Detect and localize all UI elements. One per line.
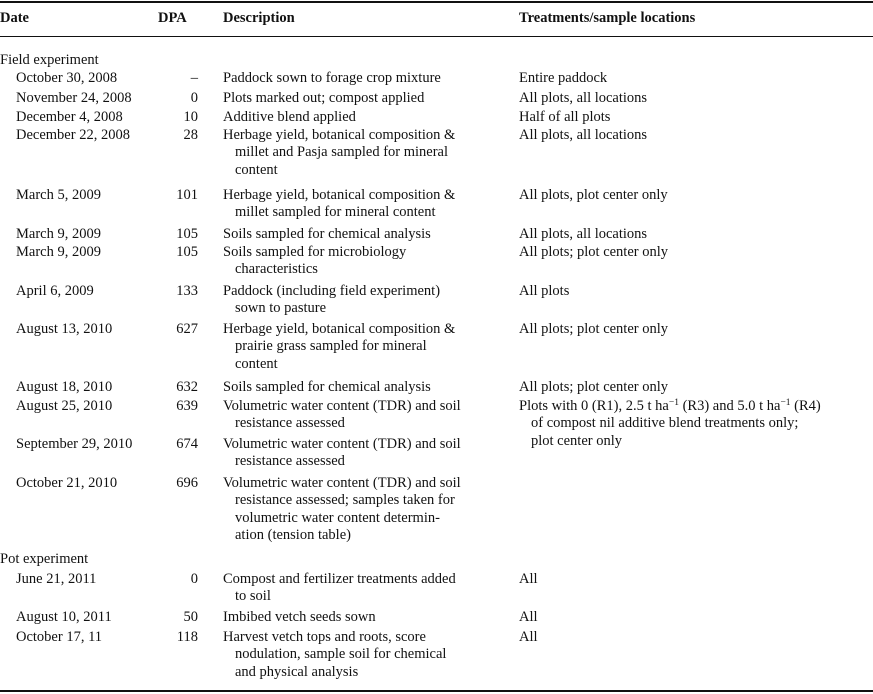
treatment-line: All plots; plot center only — [519, 244, 669, 260]
description-line: characteristics — [235, 261, 318, 278]
cell-description — [223, 90, 513, 107]
cell-description — [223, 187, 513, 222]
cell-description — [223, 127, 513, 179]
section-title: Field experiment — [0, 52, 99, 68]
description-line: Plots marked out; compost applied — [223, 90, 425, 106]
bottom-rule — [0, 690, 873, 692]
cell-dpa: 10 — [183, 109, 198, 125]
treatment-line: All plots, all locations — [519, 127, 648, 143]
description-line: Herbage yield, botanical composition & — [223, 187, 456, 203]
cell-date: August 18, 2010 — [16, 379, 113, 395]
header-treatments: Treatments/sample locations — [519, 10, 696, 26]
description-line: Soils sampled for chemical analysis — [223, 379, 431, 395]
description-line: Volumetric water content (TDR) and soil — [223, 436, 461, 452]
description-line: nodulation, sample soil for chemical — [235, 646, 447, 663]
cell-treatment — [519, 187, 873, 204]
cell-dpa: 674 — [176, 436, 198, 452]
section-title: Pot experiment — [0, 551, 89, 567]
description-line: resistance assessed; samples taken for — [235, 492, 455, 509]
cell-description — [223, 109, 513, 126]
cell-dpa: 627 — [176, 321, 198, 337]
description-line: Soils sampled for microbiology — [223, 244, 407, 260]
cell-date: March 9, 2009 — [16, 226, 101, 242]
cell-description — [223, 609, 513, 626]
description-line: millet and Pasja sampled for mineral — [235, 144, 449, 161]
cell-date: December 22, 2008 — [16, 127, 130, 143]
cell-treatment — [519, 127, 873, 144]
cell-date: October 21, 2010 — [16, 475, 118, 491]
description-line: prairie grass sampled for mineral — [235, 338, 427, 355]
description-line: and physical analysis — [235, 663, 359, 680]
cell-dpa: 50 — [183, 609, 198, 625]
description-line: volumetric water content determin- — [235, 509, 440, 526]
treatment-line: All plots; plot center only — [519, 379, 669, 395]
treatment-line: plot center only — [531, 432, 623, 449]
cell-dpa: 0 — [190, 571, 198, 587]
cell-dpa: – — [190, 70, 198, 86]
cell-description — [223, 283, 513, 318]
description-line: millet sampled for mineral content — [235, 204, 436, 221]
cell-treatment — [519, 283, 873, 300]
description-line: resistance assessed — [235, 415, 345, 432]
description-line: to soil — [235, 588, 271, 605]
cell-date: August 10, 2011 — [16, 609, 112, 625]
description-line: Volumetric water content (TDR) and soil — [223, 398, 461, 414]
description-line: Additive blend applied — [223, 109, 356, 125]
cell-description — [223, 398, 513, 433]
cell-treatment — [519, 571, 873, 588]
description-line: ation (tension table) — [235, 527, 351, 544]
cell-treatment — [519, 379, 873, 396]
description-line: Herbage yield, botanical composition & — [223, 321, 456, 337]
treatment-line: All — [519, 571, 538, 587]
cell-date: March 5, 2009 — [16, 187, 101, 203]
header-description: Description — [223, 10, 295, 26]
cell-date: March 9, 2009 — [16, 244, 101, 260]
cell-date: December 4, 2008 — [16, 109, 123, 125]
cell-date: September 29, 2010 — [16, 436, 133, 452]
description-line: Compost and fertilizer treatments added — [223, 571, 456, 587]
cell-description — [223, 379, 513, 396]
description-line: Herbage yield, botanical composition & — [223, 127, 456, 143]
description-line: Paddock sown to forage crop mixture — [223, 70, 441, 86]
treatment-line: All plots, all locations — [519, 90, 648, 106]
cell-dpa: 28 — [183, 127, 198, 143]
cell-dpa: 696 — [176, 475, 198, 491]
cell-treatment — [519, 398, 873, 450]
cell-date: June 21, 2011 — [16, 571, 97, 587]
treatment-line: All plots — [519, 283, 570, 299]
cell-date: November 24, 2008 — [16, 90, 132, 106]
cell-description — [223, 321, 513, 373]
cell-dpa: 0 — [190, 90, 198, 106]
cell-date: April 6, 2009 — [16, 283, 94, 299]
cell-dpa: 133 — [176, 283, 198, 299]
cell-dpa: 105 — [176, 226, 198, 242]
cell-dpa: 118 — [176, 629, 198, 645]
description-line: content — [235, 161, 278, 178]
cell-treatment — [519, 90, 873, 107]
treatment-line: All — [519, 629, 538, 645]
cell-dpa: 101 — [176, 187, 198, 203]
treatment-line: All — [519, 609, 538, 625]
treatment-line: Entire paddock — [519, 70, 608, 86]
cell-date: August 25, 2010 — [16, 398, 113, 414]
cell-description — [223, 226, 513, 243]
description-line: Harvest vetch tops and roots, score — [223, 629, 426, 645]
description-line: Volumetric water content (TDR) and soil — [223, 475, 461, 491]
top-rule — [0, 1, 873, 3]
cell-description — [223, 475, 513, 545]
description-line: sown to pasture — [235, 300, 327, 317]
description-line: Imbibed vetch seeds sown — [223, 609, 376, 625]
cell-treatment — [519, 226, 873, 243]
cell-treatment — [519, 321, 873, 338]
treatment-line: Plots with 0 (R1), 2.5 t $ha^{-1}$ (R3) and 5.0 t $ha^{-1}$ (R4) — [519, 398, 821, 414]
treatment-line: of compost nil additive blend treatments only; — [531, 415, 799, 432]
cell-treatment — [519, 244, 873, 261]
description-line: Soils sampled for chemical analysis — [223, 226, 431, 242]
cell-dpa: 632 — [176, 379, 198, 395]
cell-dpa: 639 — [176, 398, 198, 414]
cell-treatment — [519, 109, 873, 126]
description-line: content — [235, 355, 278, 372]
cell-description — [223, 244, 513, 279]
treatment-line: All plots, all locations — [519, 226, 648, 242]
treatment-line: All plots; plot center only — [519, 321, 669, 337]
header-date: Date — [0, 10, 29, 26]
cell-description — [223, 629, 513, 681]
cell-description — [223, 436, 513, 471]
cell-treatment — [519, 629, 873, 646]
description-line: Paddock (including field experiment) — [223, 283, 441, 299]
cell-dpa: 105 — [176, 244, 198, 260]
cell-treatment — [519, 609, 873, 626]
cell-date: October 17, 11 — [16, 629, 103, 645]
cell-description — [223, 70, 513, 87]
treatment-line: All plots, plot center only — [519, 187, 668, 203]
description-line: resistance assessed — [235, 453, 345, 470]
header-dpa: DPA — [158, 10, 187, 26]
cell-description — [223, 571, 513, 606]
cell-date: October 30, 2008 — [16, 70, 118, 86]
cell-treatment — [519, 70, 873, 87]
cell-date: August 13, 2010 — [16, 321, 113, 337]
treatment-line: Half of all plots — [519, 109, 611, 125]
header-rule — [0, 36, 873, 37]
